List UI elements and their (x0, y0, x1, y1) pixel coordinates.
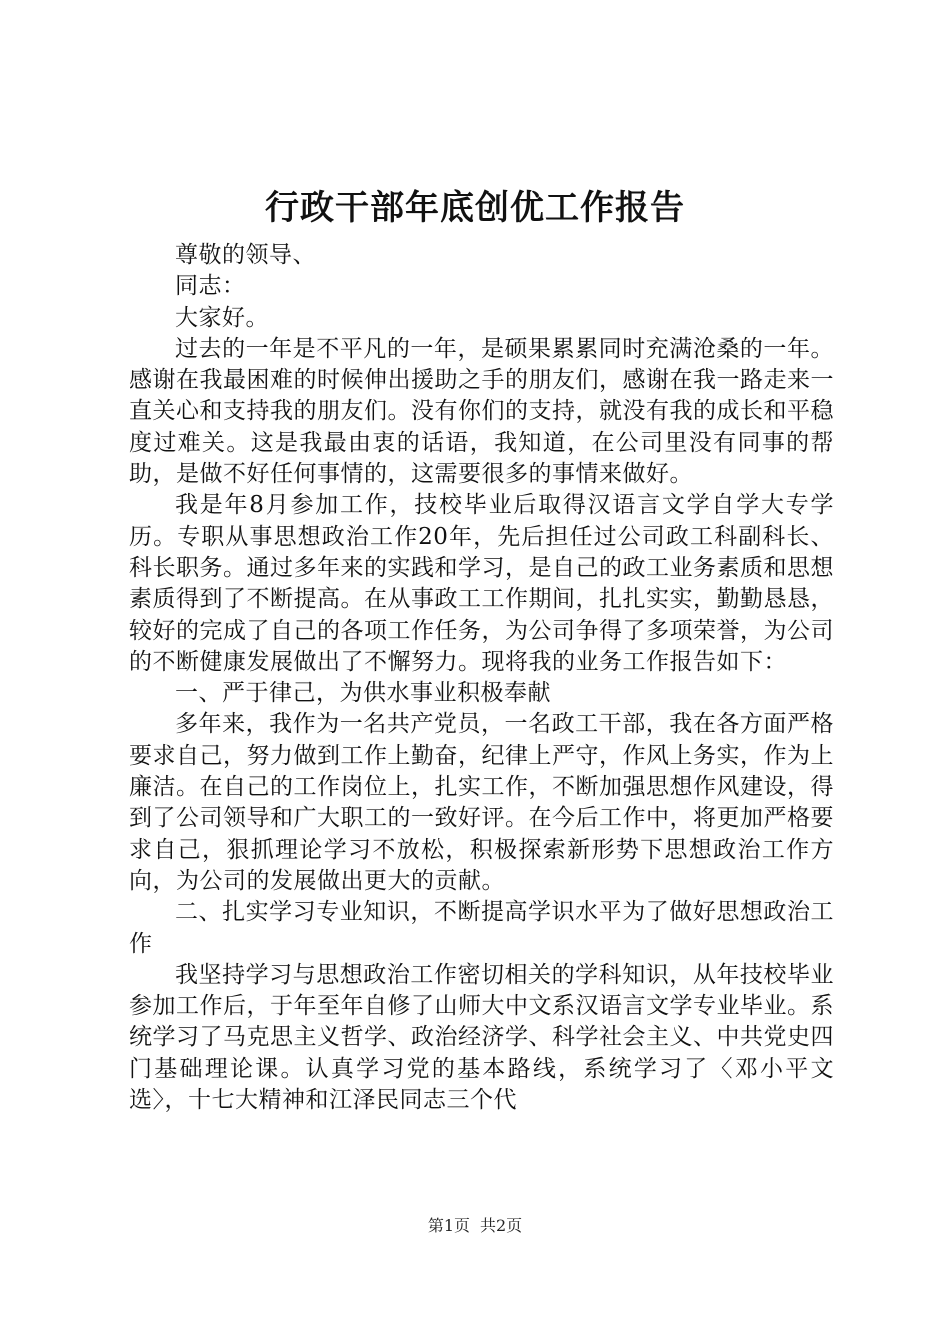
page-total: 共2页 (480, 1216, 523, 1235)
body-paragraph: 过去的一年是不平凡的一年，是硕果累累同时充满沧桑的一年。感谢在我最困难的时候伸出援助之手的朋友们，感谢在我一路走来一直关心和支持我的朋友们。没有你们的支持，就没有我的成长和平稳度过难关。这是我最由衷的话语，我知道，在公司里没有同事的帮助，是做不好任何事情的，这需要很多的事情来做好。 (129, 335, 834, 488)
document-body (129, 240, 834, 1116)
body-paragraph: 多年来，我作为一名共产党员，一名政工干部，我在各方面严格要求自己，努力做到工作上勤奋，纪律上严守，作风上务实，作为上廉洁。在自己的工作岗位上，扎实工作，不断加强思想作风建设，得到了公司领导和广大职工的一致好评。在今后工作中，将更加严格要求自己，狠抓理论学习不放松，积极探索新形势下思想政治工作方向，为公司的发展做出更大的贡献。 (129, 711, 834, 894)
salutation-line: 尊敬的领导、 (175, 242, 316, 268)
document-title: 行政干部年底创优工作报告 (265, 188, 685, 228)
section-heading: 一、严于律己，为供水事业积极奉献 (175, 680, 551, 707)
page-footer (0, 1216, 950, 1236)
salutation-line: 同志： (175, 273, 246, 300)
body-paragraph: 我是年8月参加工作，技校毕业后取得汉语言文学自学大专学历。专职从事思想政治工作20年，先后担任过公司政工科副科长、科长职务。通过多年来的实践和学习，是自己的政工业务素质和思想素质得到了不断提高。在从事政工工作期间，扎扎实实，勤勤恳恳，较好的完成了自己的各项工作任务，为公司争得了多项荣誉，为公司的不断健康发展做出了不懈努力。现将我的业务工作报告如下： (129, 492, 834, 675)
body-paragraph: 我坚持学习与思想政治工作密切相关的学科知识，从年技校毕业参加工作后，于年至年自修了山师大中文系汉语言文学专业毕业。系统学习了马克思主义哲学、政治经济学、科学社会主义、中共党史四门基础理论课。认真学习党的基本路线，系统学习了〈邓小平文选〉，十七大精神和江泽民同志三个代 (129, 961, 834, 1114)
greeting-line: 大家好。 (175, 304, 269, 331)
section-heading: 二、扎实学习专业知识，不断提高学识水平为了做好思想政治工作 (129, 899, 834, 957)
page-number: 第1页 (427, 1216, 470, 1235)
